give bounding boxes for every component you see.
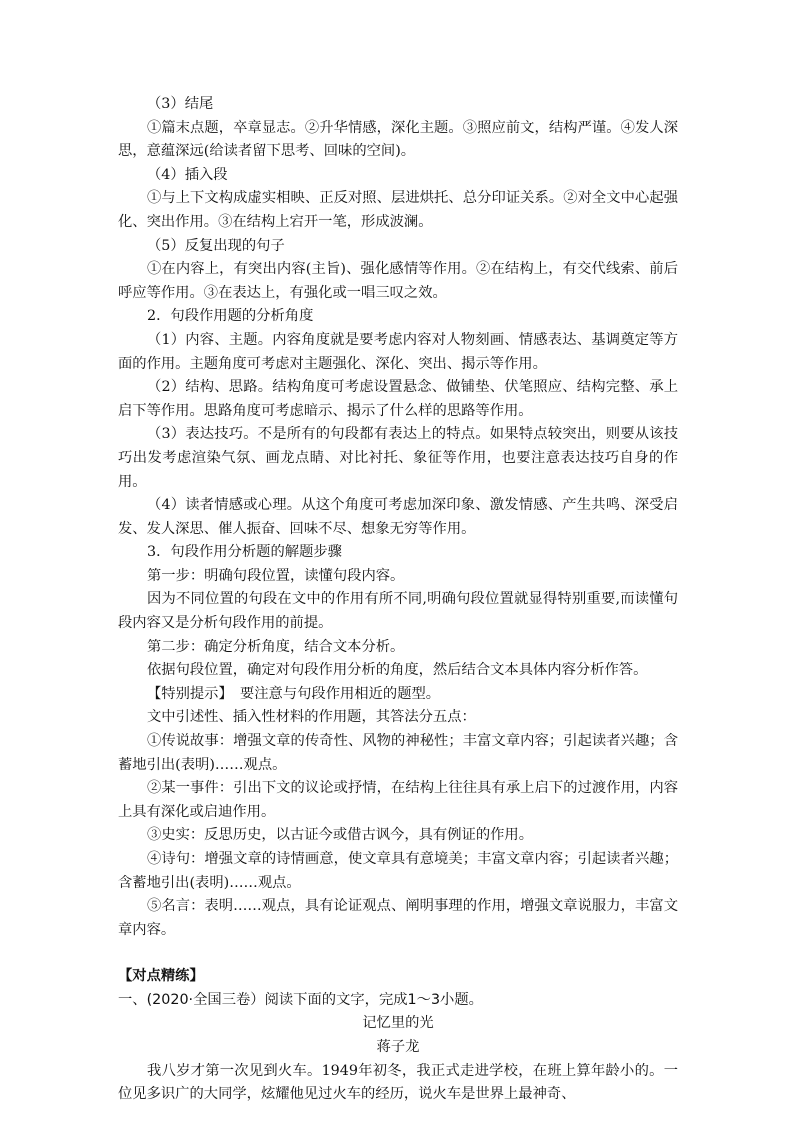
step1-text: 因为不同位置的句段在文中的作用有所不同,明确句段位置就显得特别重要,而读懂句段内容又是分析句段作用的前提。 (118, 591, 678, 632)
section-gap (118, 942, 678, 964)
article-paragraph: 我八岁才第一次见到火车。1949年初冬，我正式走进学校，在班上算年龄小的。一位见多识广的大同学，炫耀他见过火车的经历，说火车是世界上最神奇、 (118, 1062, 678, 1103)
tip-item: ③史实：反思历史，以古证今或借古讽今，具有例证的作用。 (147, 827, 534, 844)
section-ending-text: ①篇末点题，卒章显志。②升华情感，深化主题。③照应前文，结构严谨。④发人深思，意蕴深远(给读者留下思考、回味的空间)。 (118, 119, 678, 160)
section-ending-title: （3）结尾 (147, 96, 214, 112)
practice-heading: 【对点精练】 (118, 968, 204, 985)
tip-item: ⑤名言：表明……观点，具有论证观点、阐明事理的作用，增强文章说服力，丰富文章内容。 (118, 898, 678, 938)
section-insert-title: （4）插入段 (147, 166, 228, 183)
steps-title: 3．句段作用分析题的解题步骤 (147, 544, 342, 561)
step2-title: 第二步：确定分析角度，结合文本分析。 (147, 638, 405, 655)
practice-question: 一、(2020·全国三卷）阅读下面的文字，完成1～3小题。 (118, 992, 483, 1009)
section-repeat-title: （5）反复出现的句子 (147, 237, 285, 254)
document-page (118, 93, 678, 1107)
angle-item: （2）结构、思路。结构角度可考虑设置悬念、做铺垫、伏笔照应、结构完整、承上启下等作用。思路角度可考虑暗示、揭示了什么样的思路等作用。 (118, 379, 678, 419)
tip-item: ②某一事件：引出下文的议论或抒情，在结构上往往具有承上启下的过渡作用，内容上具有深化或启迪作用。 (118, 780, 678, 820)
tip-item: ④诗句：增强文章的诗情画意，使文章具有意境美；丰富文章内容；引起读者兴趣；含蓄地引出(表明)……观点。 (118, 851, 678, 891)
article-title: 记忆里的光 (362, 1015, 434, 1032)
section-insert-text: ①与上下文构成虚实相映、正反对照、层进烘托、总分印证关系。②对全文中心起强化、突出作用。③在结构上宕开一笔，形成波澜。 (118, 190, 678, 230)
angle-item: （3）表达技巧。不是所有的句段都有表达上的特点。如果特点较突出，则要从该技巧出发考虑渲染气氛、画龙点睛、对比衬托、象征等作用，也要注意表达技巧自身的作用。 (118, 426, 678, 490)
section-repeat-text: ①在内容上，有突出内容(主旨)、强化感情等作用。②在结构上，有交代线索、前后呼应等作用。③在表达上，有强化或一唱三叹之效。 (118, 261, 678, 301)
tip-item: ①传说故事：增强文章的传奇性、风物的神秘性；丰富文章内容；引起读者兴趣；含蓄地引出(表明)……观点。 (118, 733, 678, 773)
angle-item: （1）内容、主题。内容角度就是要考虑内容对人物刻画、情感表达、基调奠定等方面的作用。主题角度可考虑对主题强化、深化、突出、揭示等作用。 (118, 331, 678, 372)
article-author: 蒋子龙 (376, 1038, 420, 1055)
tip-intro: 文中引述性、插入性材料的作用题，其答法分五点： (147, 709, 476, 726)
step1-title: 第一步：明确句段位置，读懂句段内容。 (147, 567, 405, 584)
angles-title: 2．句段作用题的分析角度 (147, 308, 314, 325)
tip-title: 【特别提示】 要注意与句段作用相近的题型。 (147, 685, 441, 702)
step2-text: 依据句段位置，确定对句段作用分析的角度，然后结合文本具体内容分析作答。 (147, 662, 648, 679)
angle-item: （4）读者情感或心理。从这个角度可考虑加深印象、激发情感、产生共鸣、深受启发、发人深思、催人振奋、回味不尽、想象无穷等作用。 (118, 497, 678, 537)
